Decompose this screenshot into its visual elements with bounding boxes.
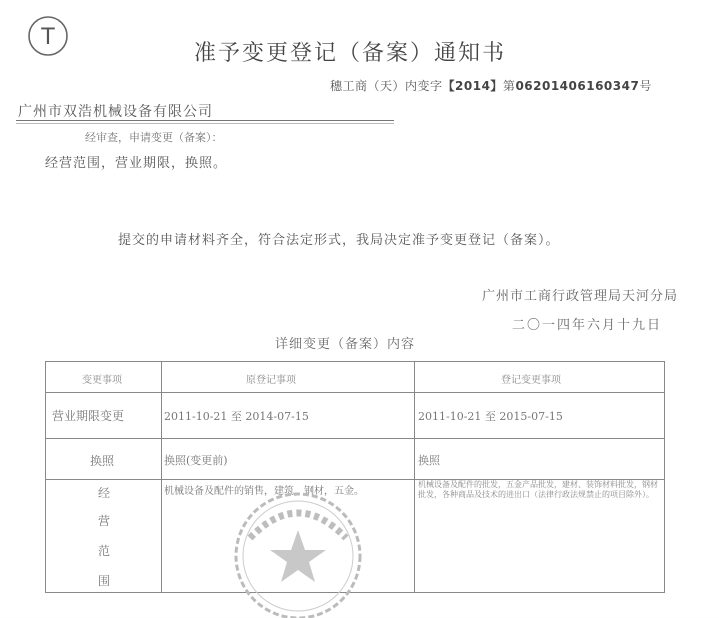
doc-number-value: 06201406160347 — [515, 79, 640, 93]
scope-label-char: 经 — [98, 486, 111, 500]
header-changed: 登记变更事项 — [501, 375, 561, 386]
row-divider — [46, 392, 664, 393]
row-changed-term: 2011-10-21 至 2015-07-15 — [418, 410, 563, 423]
document-number — [330, 77, 652, 94]
doc-number-middle: 第 — [502, 79, 516, 93]
header-change-item: 变更事项 — [82, 375, 122, 386]
company-underline-secondary — [16, 123, 394, 124]
official-seal-stamp — [220, 478, 380, 618]
header-original: 原登记事项 — [246, 375, 296, 386]
issuing-authority: 广州市工商行政管理局天河分局 — [482, 289, 679, 304]
circled-t-logo-icon — [26, 14, 70, 58]
document-title: 准予变更登记（备案）通知书 — [193, 41, 506, 66]
column-divider — [161, 362, 162, 592]
scope-label-char: 围 — [98, 574, 111, 588]
svg-text:T: T — [41, 25, 55, 50]
scope-changed: 机械设备及配件的批发，五金产品批发，建材、装饰材料批发，钢材批发，各种商品及技术的进出口（法律行政法规禁止的项目除外）。 — [418, 480, 658, 499]
row-original-term: 2011-10-21 至 2014-07-15 — [164, 410, 309, 423]
scope-label-char: 营 — [98, 514, 111, 528]
change-items: 经营范围，营业期限，换照。 — [45, 156, 228, 171]
details-title: 详细变更（备案）内容 — [275, 337, 416, 352]
doc-number-prefix: 穗工商（天）内变字 — [330, 79, 443, 93]
reviewed-line: 经审查，申请变更（备案）： — [85, 131, 223, 144]
row-divider — [46, 438, 664, 439]
column-divider — [414, 362, 415, 592]
row-item-term: 营业期限变更 — [52, 409, 125, 423]
decision-statement: 提交的申请材料齐全，符合法定形式，我局决定准予变更登记（备案）。 — [118, 233, 560, 248]
company-underline — [16, 120, 394, 121]
doc-number-suffix: 号 — [639, 79, 652, 93]
row-original-license: 换照(变更前) — [164, 454, 228, 467]
scope-label-char: 范 — [98, 544, 111, 558]
scope-original: 机械设备及配件的销售，建筑，钢材，五金。 — [164, 486, 364, 497]
row-item-license: 换照 — [90, 454, 115, 468]
issue-date: 二〇一四年六月十九日 — [512, 318, 663, 333]
doc-number-year: 【2014】 — [442, 79, 503, 93]
company-name: 广州市双浩机械设备有限公司 — [18, 104, 213, 120]
row-changed-license: 换照 — [418, 454, 440, 467]
